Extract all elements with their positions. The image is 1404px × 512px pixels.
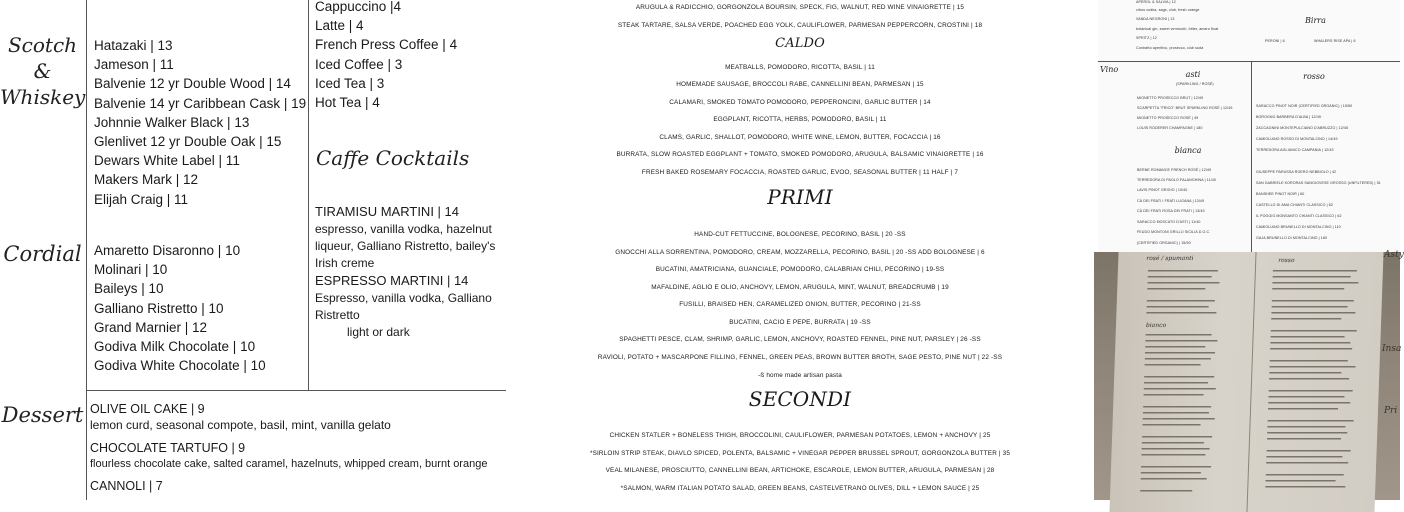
menu-photo (1094, 250, 1404, 500)
wine-item: (CERTIFIED ORGANIC) | 15/50 (1137, 241, 1191, 245)
wine-item: SAN GABRIELE KORORAS SANGIOVESE GROSSO (UNFILTERED) | 51 (1256, 181, 1381, 185)
tiramisu-title: TIRAMISU MARTINI | 14 (315, 204, 459, 219)
middle-divider (308, 0, 309, 390)
menu-line: STEAK TARTARE, SALSA VERDE, POACHED EGG YOLK, CAULIFLOWER, PARMESAN PEPPERCORN, CROSTINI | 18 (617, 22, 983, 29)
cordial-list (94, 241, 266, 375)
list-item: Glenlivet 12 yr Double Oak | 15 (94, 134, 282, 150)
menu-line: CALAMARI, SMOKED TOMATO POMODORO, PEPPERONCINI, GARLIC BUTTER | 14 (669, 99, 931, 106)
rosso-heading: rosso (1303, 72, 1325, 81)
asti-sub: (SPARKLING / ROSÉ) (1176, 82, 1214, 86)
caffe-cocktails-heading: Caffe Cocktails (316, 146, 470, 170)
list-item: Amaretto Disaronno | 10 (94, 243, 241, 258)
tiramisu-desc: espresso, vanilla vodka, hazelnut liqueur, Galliano Ristretto, bailey's Irish creme (315, 222, 496, 270)
wine-item: IL POGGIO MONSANTO CHIANTI CLASSICO | 62 (1256, 214, 1342, 218)
espresso-title: ESPRESSO MARTINI | 14 (315, 273, 469, 288)
wine-item: MIONETTO PROSECCO BRUT | 12/49 (1137, 96, 1204, 100)
wine-item: CÀ DEI FRATI I FRATI LUGANA | 13/49 (1137, 199, 1205, 203)
scotch-label: Scotch & Whiskey (0, 33, 86, 109)
list-item: Latte | 4 (315, 18, 364, 34)
beer-item: PERONI | 6 (1265, 39, 1285, 43)
left-divider (86, 0, 87, 500)
list-item: Godiva Milk Chocolate | 10 (94, 339, 256, 355)
scotch-list (94, 36, 306, 209)
photo-heading: rosé / spumanti (1146, 255, 1194, 262)
caldo-heading: CALDO (775, 36, 825, 51)
menu-line: HAND-CUT FETTUCCINE, BOLOGNESE, PECORINO, BASIL | 20 -SS (694, 231, 906, 238)
wine-item: BOROGNO BARBERA D'ALBA | 12/49 (1256, 115, 1321, 119)
photo-edge-text: Insa (1382, 344, 1402, 354)
list-item: Dewars White Label | 11 (94, 153, 240, 169)
list-item: Elijah Craig | 11 (94, 191, 189, 207)
asti-heading: asti (1185, 70, 1201, 79)
list-item: Makers Mark | 12 (94, 172, 199, 188)
list-item: French Press Coffee | 4 (315, 37, 458, 53)
dessert-desc: flourless chocolate cake, salted caramel, hazelnuts, whipped cream, burnt orange (90, 458, 488, 470)
list-item: Hot Tea | 4 (315, 95, 380, 111)
wine-item: SARACCO MOSCATO D'ASTI | 11/40 (1137, 220, 1201, 224)
wine-item: CAMIGLIANO ROSSO DI MONTALCINO | 14/49 (1256, 137, 1338, 141)
wine-divider (1098, 61, 1400, 62)
photo-text-lines (1109, 252, 1383, 512)
menu-line: BUCATINI, AMATRICIANA, GUANCIALE, POMODORO, CALABRIAN CHILI, PECORINO | 19-SS (655, 266, 945, 273)
menu-line: FUSILLI, BRAISED HEN, CARAMELIZED ONION, BUTTER, PECORINO | 21-SS (679, 301, 921, 308)
vino-label: Vino (1100, 65, 1119, 74)
dessert-desc: lemon curd, seasonal compote, basil, mint, vanilla gelato (90, 418, 391, 432)
bianca-heading: bianca (1174, 146, 1202, 155)
wine-line: SPRITZ | 12 (1136, 36, 1157, 40)
list-item: Cappuccino |4 (315, 0, 402, 14)
birra-heading: Birra (1305, 16, 1326, 25)
espresso-martini (315, 272, 525, 341)
wine-item: GIUSEPPE PARUSSA ROERO NEBBIOLO | 42 (1256, 170, 1337, 174)
photo-heading: bianco (1145, 322, 1167, 329)
coffee-list (315, 0, 457, 112)
wine-item: SCARPETTA "FRICO" BRUT SPARKLING ROSÉ | 12/49 (1137, 106, 1233, 110)
wine-item: CÀ DEI FRATI ROSA DEI FRATI | 13/49 (1137, 209, 1205, 213)
wine-item: MIONETTO PROSECCO ROSÉ | 49 (1137, 116, 1199, 120)
menu-line: *SIRLOIN STRIP STEAK, DIAVLO SPICED, POLENTA, BALSAMIC + VINEGAR PEPPER BRUSSEL SPROUT, GORGONZOLA BUTTER | 35 (589, 450, 1011, 457)
espresso-desc-2: light or dark (347, 325, 410, 339)
menu-line: RAVIOLI, POTATO + MASCARPONE FILLING, FENNEL, GREEN PEAS, BROWN BUTTER BROTH, SAGE PESTO, PINE NUT | 22 -SS (597, 354, 1003, 361)
wine-item: ZACCAGNINI MONTEPULCIANO D'ABRUZZO | 12/45 (1256, 126, 1349, 130)
list-item: Galliano Ristretto | 10 (94, 300, 224, 316)
dessert-title: CANNOLI | 7 (90, 479, 163, 493)
pasta-note: -ß home made artisan pasta (758, 372, 842, 379)
wine-line: botanical gin, sweet vermouth, bitter, amaro float (1136, 27, 1219, 31)
photo-edge-text: Asty (1384, 250, 1404, 260)
list-item: Iced Coffee | 3 (315, 56, 403, 72)
wine-item: BERNE ROMANCE FRENCH ROSÉ | 12/49 (1137, 168, 1212, 172)
list-item: Molinari | 10 (94, 262, 168, 278)
dessert-title: OLIVE OIL CAKE | 9 (90, 402, 205, 416)
food-menu (560, 0, 1040, 500)
wine-item: BANSHEE PINOT NOIR | 60 (1256, 192, 1305, 196)
dessert-label: Dessert (1, 403, 84, 427)
wine-item: TERREDORA AGLIANICO CAMPANIA | 12/43 (1256, 148, 1334, 152)
wine-line: Contratto aperitivo, prosecco, club soda (1136, 46, 1204, 50)
wine-list (1098, 0, 1400, 252)
menu-line: BUCATINI, CACIO E PEPE, BURRATA | 19 -SS (729, 319, 871, 326)
menu-line: HOMEMADE SAUSAGE, BROCCOLI RABE, CANNELLINI BEAN, PARMESAN | 15 (676, 81, 924, 88)
menu-line: BURRATA, SLOW ROASTED EGGPLANT + TOMATO, SMOKED POMODORO, ARUGULA, BALSAMIC VINAIGRETTE | 16 (616, 151, 984, 158)
wine-item: SARACCO PINOT NOIR (CERTIFIED ORGANIC) | 15/50 (1256, 104, 1353, 108)
list-item: Grand Marnier | 12 (94, 319, 208, 335)
tiramisu-martini (315, 203, 520, 272)
list-item: Balvenie 12 yr Double Wood | 14 (94, 76, 291, 92)
list-item: Iced Tea | 3 (315, 75, 385, 91)
list-item: Jameson | 11 (94, 57, 174, 73)
wine-item: FEUDO MONTONI GRILLO SICILIA D.O.C. (1137, 230, 1211, 234)
beer-item: WHALERS RISE APA | 6 (1314, 39, 1356, 43)
wine-item: LOUIS RODERER CHAMPAGNE | 180 (1137, 126, 1203, 130)
menu-line: VEAL MILANESE, PROSCIUTTO, CANNELLINI BEAN, ARTICHOKE, ESCAROLE, LEMON BUTTER, ARUGULA, PARMESAN | 28 (605, 467, 995, 474)
menu-line: FRESH BAKED ROSEMARY FOCACCIA, ROASTED GARLIC, EVOO, SEASONAL BUTTER | 11 HALF | 7 (641, 169, 959, 176)
photo-edge-text: Pri (1384, 406, 1398, 416)
menu-line: CHICKEN STATLER + BONELESS THIGH, BROCCOLINI, CAULIFLOWER, PARMESAN POTATOES, LEMON + ANCHOVY | 25 (609, 432, 991, 439)
wine-line: citrus vodka, sage, club, fresh orange (1136, 8, 1200, 12)
list-item: Balvenie 14 yr Caribbean Cask | 19 (94, 95, 307, 111)
espresso-desc: Espresso, vanilla vodka, Galliano Ristretto (315, 291, 492, 322)
menu-line: *SALMON, WARM ITALIAN POTATO SALAD, GREEN BEANS, CASTELVETRANO OLIVES, DILL + LEMON SAUCE | 25 (620, 485, 980, 492)
photo-heading: rosso (1278, 257, 1295, 264)
dessert-divider (86, 390, 506, 391)
wine-item: TERREDORA DI PAOLO FALANGHINA | 11/40 (1137, 178, 1216, 182)
menu-line: EGGPLANT, RICOTTA, HERBS, POMODORO, BASIL | 11 (713, 116, 887, 123)
dessert-title: CHOCOLATE TARTUFO | 9 (90, 441, 246, 455)
wine-item: GAJA BRUNELLO DI MONTALCINO | 180 (1256, 236, 1328, 240)
dessert-list (90, 401, 530, 494)
menu-line: SPAGHETTI PESCE, CLAM, SHRIMP, GARLIC, LEMON, ANCHOVY, ROASTED FENNEL, PINE NUT, PARSLEY | 26 -SS (619, 336, 981, 343)
secondi-heading: SECONDI (748, 387, 852, 411)
menu-line: CLAMS, GARLIC, SHALLOT, POMODORO, WHITE WINE, LEMON, BUTTER, FOCACCIA | 16 (659, 134, 941, 141)
photo-paper (1109, 252, 1383, 512)
menu-line: ARUGULA & RADICCHIO, GORGONZOLA BOURSIN, SPECK, FIG, WALNUT, RED WINE VINAIGRETTE | 15 (635, 4, 965, 11)
list-item: Godiva White Chocolate | 10 (94, 358, 266, 374)
menu-line: MAFALDINE, AGLIO E OLIO, ANCHOVY, LEMON, ARUGULA, MINT, WALNUT, BREADCRUMB | 19 (651, 284, 949, 291)
wine-line: APEROL & SALVIA | 12 (1136, 0, 1176, 4)
list-item: Hatazaki | 13 (94, 38, 173, 53)
primi-heading: PRIMI (767, 185, 833, 209)
wine-item: CAMIGLIANO BRUNELLO DI MONTALCINO | 110 (1256, 225, 1341, 229)
menu-line: GNOCCHI ALLA SORRENTINA, POMODORO, CREAM, MOZZARELLA, PECORINO, BASIL | 20 -SS ADD BOLOGNESE | 6 (615, 249, 985, 256)
list-item: Johnnie Walker Black | 13 (94, 114, 250, 130)
wine-line: VANDA NEGRONI | 13 (1136, 17, 1175, 21)
list-item: Baileys | 10 (94, 281, 164, 297)
wine-item: CASTELLO DI AMA CHIANTI CLASSICO | 62 (1256, 203, 1333, 207)
cordial-label: Cordial (3, 242, 82, 266)
menu-line: MEATBALLS, POMODORO, RICOTTA, BASIL | 11 (725, 64, 875, 71)
wine-column-divider (1251, 61, 1252, 252)
wine-item: LAVIS PINOT GRIGIO | 10/40 (1137, 188, 1188, 192)
